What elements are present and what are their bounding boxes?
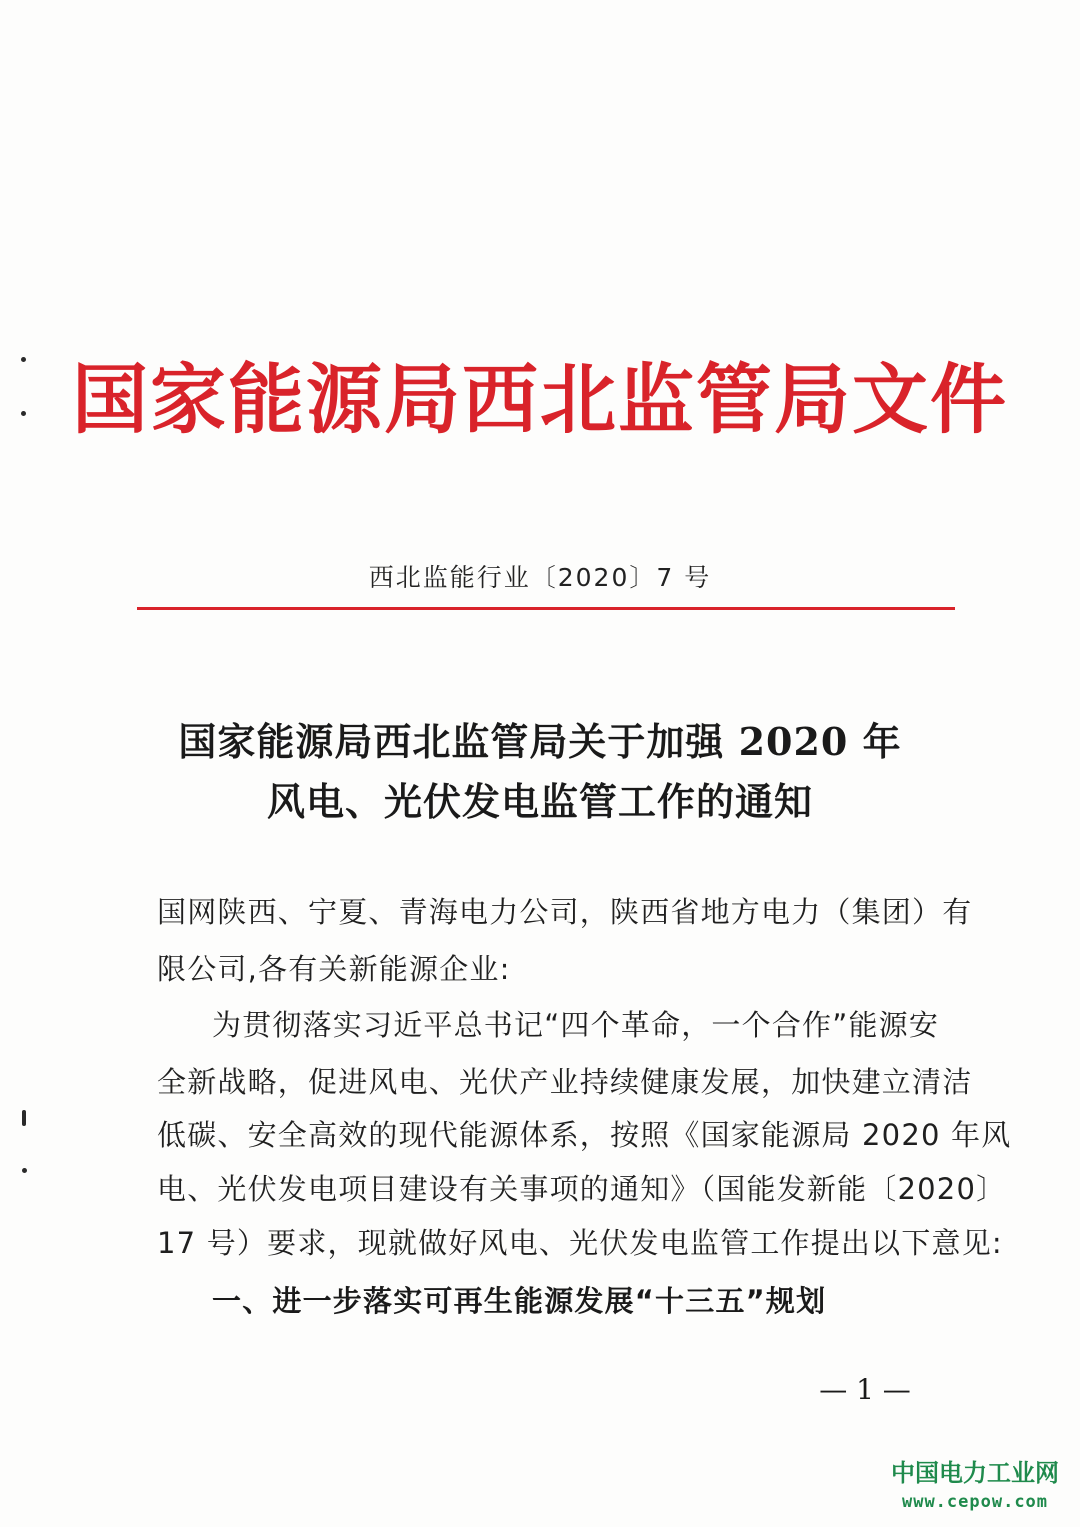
page-number: — 1 — xyxy=(819,1373,911,1406)
document-number: 西北监能行业〔2020〕7 号 xyxy=(368,563,712,592)
watermark-url: www.cepow.com xyxy=(901,1492,1049,1512)
paragraph-line: 为贯彻落实习近平总书记“四个革命，一个合作”能源安 xyxy=(212,1008,940,1042)
paragraph-line: 低碳、安全高效的现代能源体系，按照《国家能源局 2020 年风 xyxy=(157,1118,1012,1152)
notice-title-line-2: 风电、光伏发电监管工作的通知 xyxy=(266,779,813,824)
document-header-title: 国家能源局西北监管局文件 xyxy=(72,355,1008,444)
addressee-line-1: 国网陕西、宁夏、青海电力公司，陕西省地方电力（集团）有 xyxy=(157,895,973,929)
paragraph-line: 全新战略，促进风电、光伏产业持续健康发展，加快建立清洁 xyxy=(157,1065,973,1099)
paragraph-line: 电、光伏发电项目建设有关事项的通知》（国能发新能〔2020〕 xyxy=(157,1172,1007,1206)
paragraph-line: 17 号）要求，现就做好风电、光伏发电监管工作提出以下意见: xyxy=(157,1226,1003,1260)
red-divider-line xyxy=(137,607,955,610)
watermark-site-name: 中国电力工业网 xyxy=(891,1459,1059,1487)
notice-title-line-1: 国家能源局西北监管局关于加强 2020 年 xyxy=(178,719,902,764)
addressee-line-2: 限公司,各有关新能源企业: xyxy=(157,952,511,986)
scan-artifact-dot xyxy=(22,1110,26,1126)
section-1-heading: 一、进一步落实可再生能源发展“十三五”规划 xyxy=(212,1284,827,1318)
scan-artifact-dot xyxy=(22,1168,27,1173)
